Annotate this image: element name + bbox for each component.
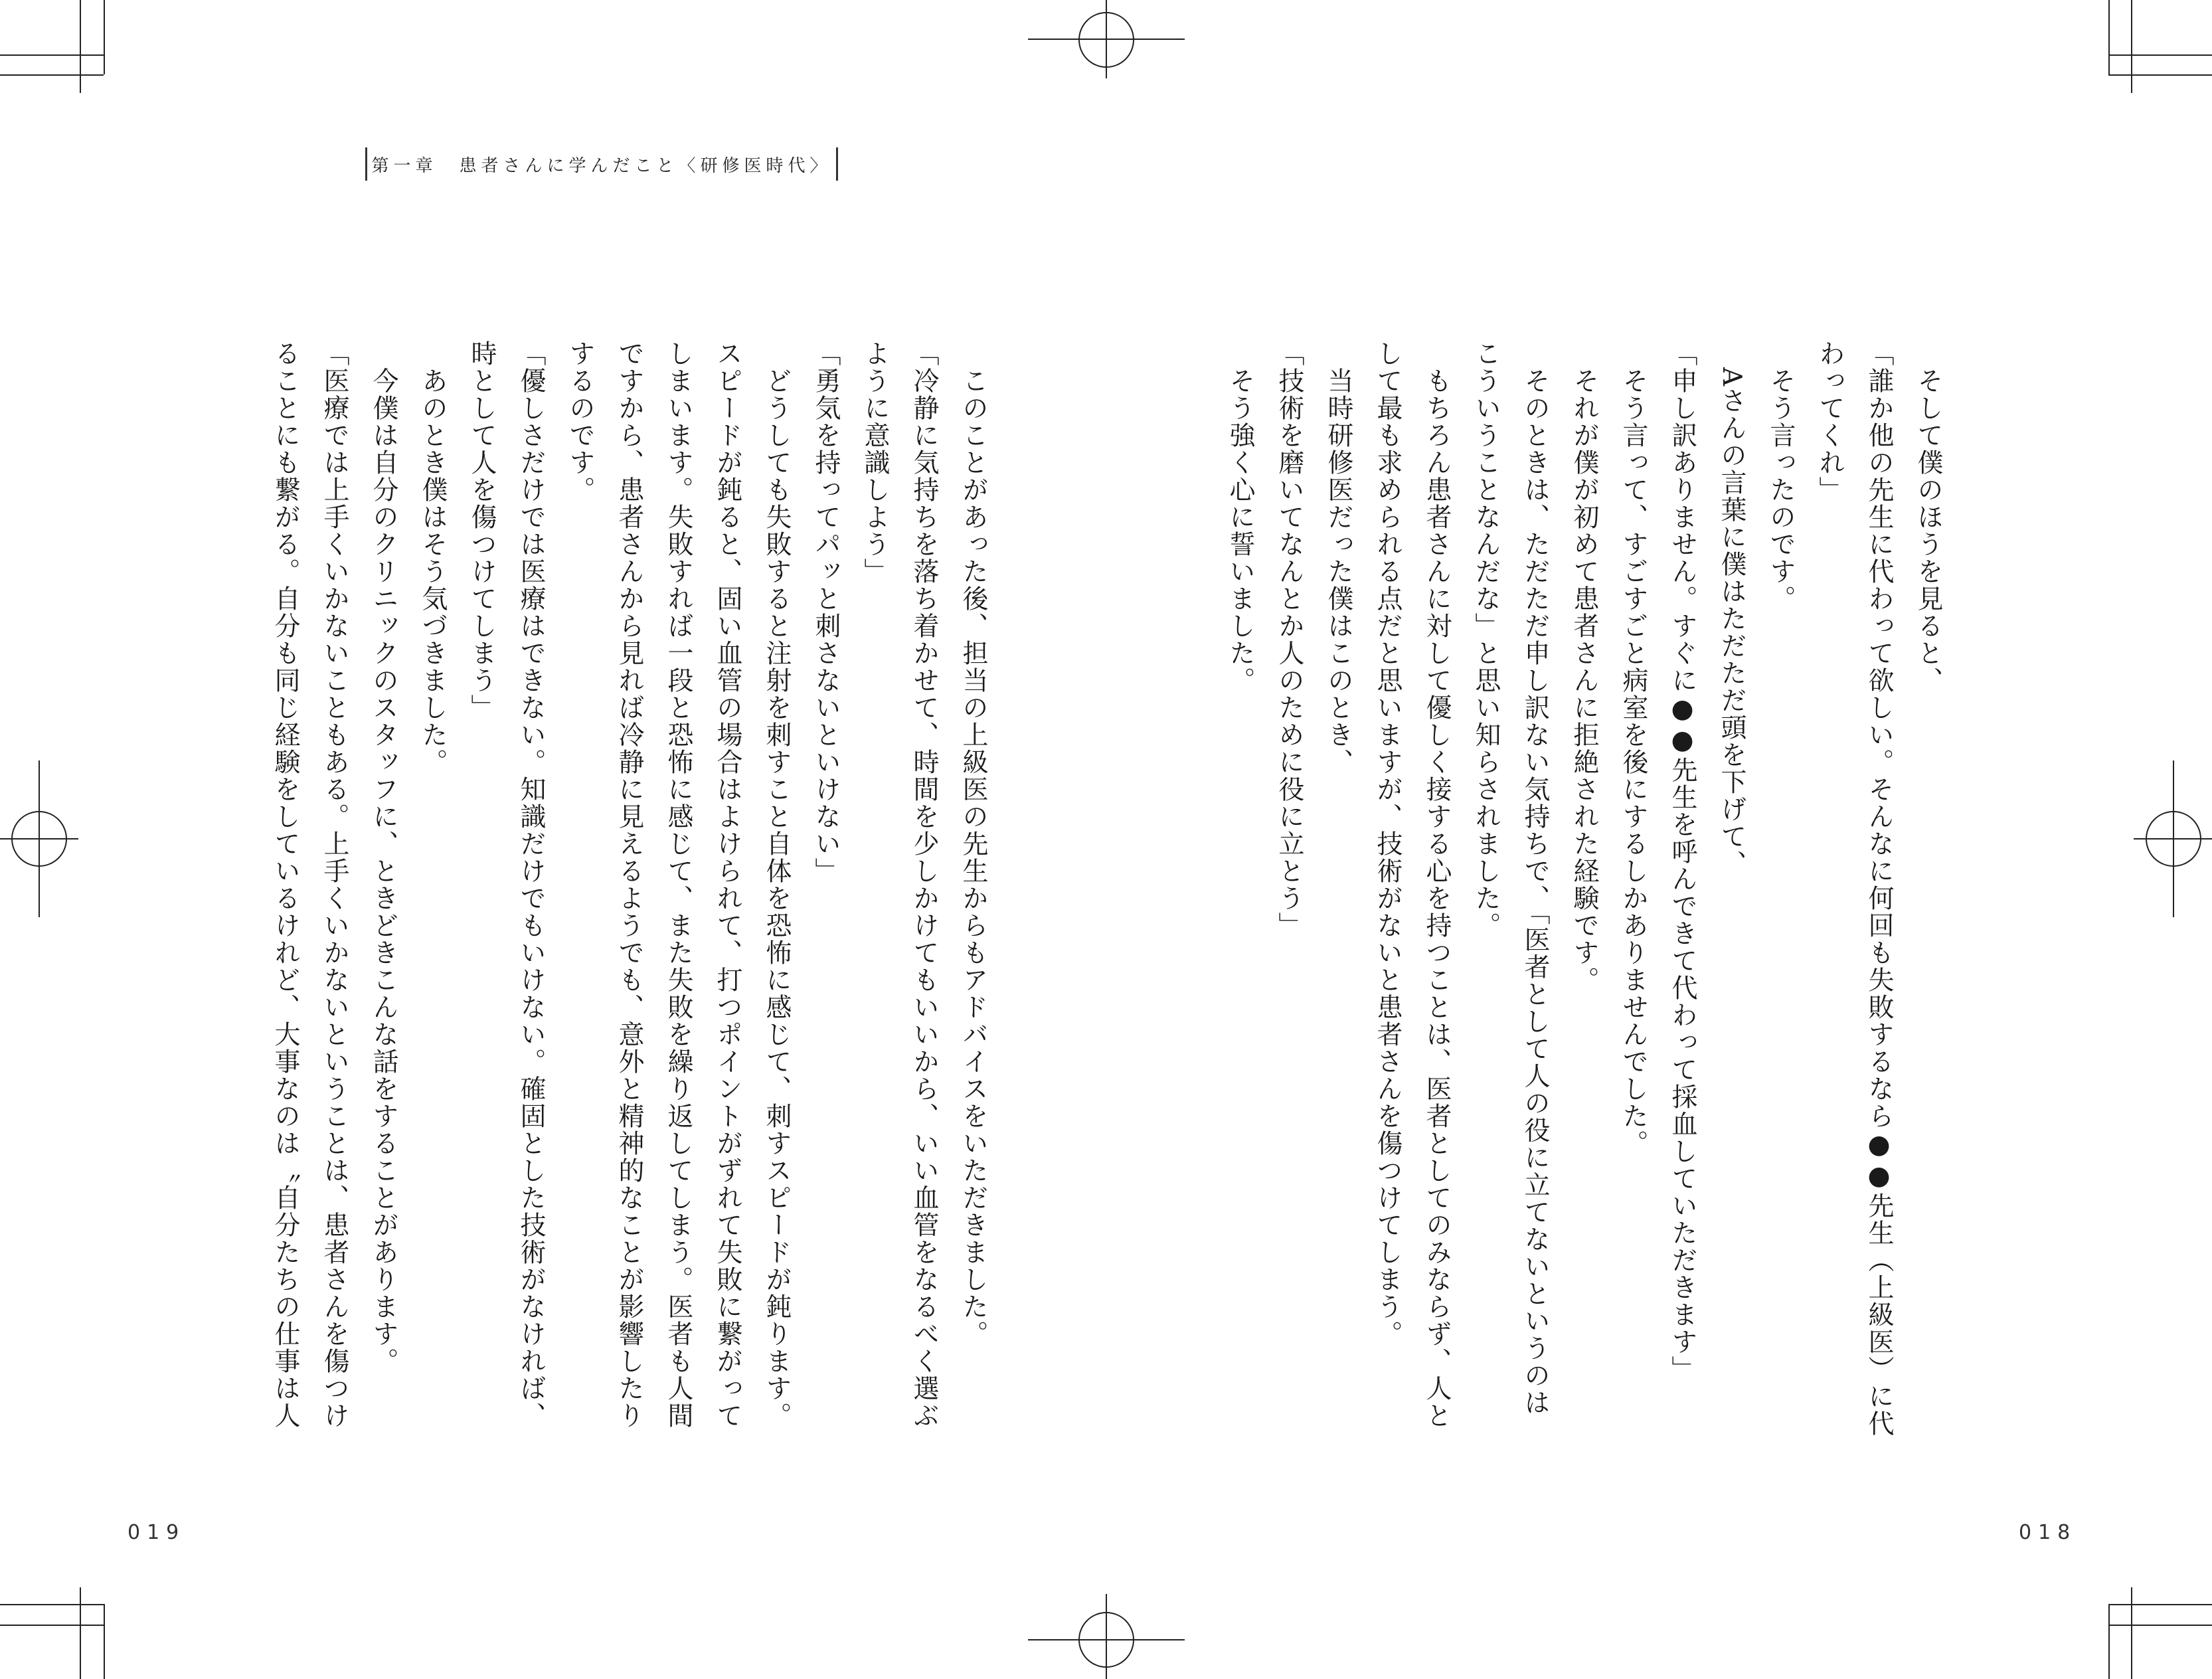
paragraph: ですから、患者さんから見れば冷静に見えるようでも、意外と精神的なことが影響したり xyxy=(614,340,644,1429)
paragraph: スピードが鈍ると、固い血管の場合はよけられて、打つポイントがずれて失敗に繋がって xyxy=(713,340,742,1429)
paragraph: わってくれ」 xyxy=(1815,340,1845,503)
crop-mark xyxy=(104,1604,105,1679)
registration-circle xyxy=(1078,12,1134,68)
running-header: 第一章 患者さんに学んだこと〈研修医時代〉 xyxy=(365,147,838,181)
paragraph: そして僕のほうを見ると、 xyxy=(1913,340,1943,694)
crop-mark xyxy=(2131,1587,2132,1679)
paragraph: 「申し訳ありません。すぐに●●先生を呼んできて代わって採血していただきます」 xyxy=(1667,340,1697,1383)
paragraph: 今僕は自分のクリニックのスタッフに、ときどきこんな話をすることがあります。 xyxy=(369,340,398,1375)
page-number-018: 018 xyxy=(2019,1521,2077,1544)
paragraph: どうしても失敗すると注射を刺すこと自体を恐怖に感じて、刺すスピードが鈍ります。 xyxy=(762,340,792,1429)
paragraph: 当時研修医だった僕はこのとき、 xyxy=(1323,340,1353,776)
paragraph: このことがあった後、担当の上級医の先生からもアドバイスをいただきました。 xyxy=(958,340,988,1348)
registration-circle xyxy=(2146,811,2201,867)
crop-mark xyxy=(0,1604,104,1605)
paragraph: もちろん患者さんに対して優しく接する心を持つことは、医者としてのみならず、人と xyxy=(1422,340,1452,1429)
paragraph: 時として人を傷つけてしまう」 xyxy=(467,340,497,721)
paragraph: それが僕が初めて患者さんに拒絶された経験です。 xyxy=(1569,340,1599,994)
crop-mark xyxy=(0,54,104,56)
paragraph: 「優しさだけでは医療はできない。知識だけでもいけない。確固とした技術がなければ、 xyxy=(516,340,546,1429)
paragraph: こういうことなんだな」と思い知らされました。 xyxy=(1471,340,1501,939)
paragraph: しまいます。失敗すれば一段と恐怖に感じて、また失敗を繰り返してしまう。医者も人間 xyxy=(663,340,693,1429)
paragraph: 「医療では上手くいかないこともある。上手くいかないということは、患者さんを傷つけ xyxy=(319,340,349,1429)
paragraph: ることにも繋がる。自分も同じ経験をしているけれど、大事なのは〝自分たちの仕事は人 xyxy=(270,340,300,1429)
paragraph: そのときは、ただただ申し訳ない気持ちで、「医者として人の役に立てないというのは xyxy=(1520,340,1550,1417)
crop-mark xyxy=(80,0,81,93)
paragraph: あのとき僕はそう気づきました。 xyxy=(418,340,448,776)
crop-mark xyxy=(0,1625,104,1626)
paragraph: ように意識しよう」 xyxy=(860,340,890,585)
crop-mark xyxy=(80,1587,81,1679)
crop-mark xyxy=(2108,0,2110,74)
crop-mark xyxy=(104,0,105,74)
paragraph: そう言って、すごすごと病室を後にするしかありませんでした。 xyxy=(1618,340,1648,1157)
crop-mark xyxy=(2108,1604,2110,1679)
paragraph: そう言ったのです。 xyxy=(1766,340,1796,612)
registration-circle xyxy=(11,811,67,867)
page-018-body xyxy=(1225,340,1952,1496)
paragraph: するのです。 xyxy=(565,340,595,503)
paragraph: Aさんの言葉に僕はただただ頭を下げて、 xyxy=(1717,340,1746,878)
crop-mark xyxy=(2108,1604,2212,1605)
crop-mark xyxy=(2108,74,2212,76)
paragraph: 「技術を磨いてなんとか人のために役に立とう」 xyxy=(1274,340,1304,939)
paragraph: 「冷静に気持ちを落ち着かせて、時間を少しかけてもいいから、いい血管をなるべく選ぶ xyxy=(909,340,939,1429)
crop-mark xyxy=(2131,0,2132,93)
page-number-019: 019 xyxy=(128,1521,186,1544)
registration-circle xyxy=(1078,1612,1134,1668)
paragraph: そう強く心に誓いました。 xyxy=(1225,340,1255,694)
crop-mark xyxy=(2108,1625,2212,1626)
paragraph: して最も求められる点だと思いますが、技術がないと患者さんを傷つけてしまう。 xyxy=(1373,340,1403,1348)
paragraph: 「誰か他の先生に代わって欲しい。そんなに何回も失敗するなら●●先生（上級医）に代 xyxy=(1864,340,1894,1437)
crop-mark xyxy=(0,74,104,76)
page-019-body xyxy=(207,340,997,1496)
paragraph: 「勇気を持ってパッと刺さないといけない」 xyxy=(811,340,841,885)
crop-mark xyxy=(2108,54,2212,56)
